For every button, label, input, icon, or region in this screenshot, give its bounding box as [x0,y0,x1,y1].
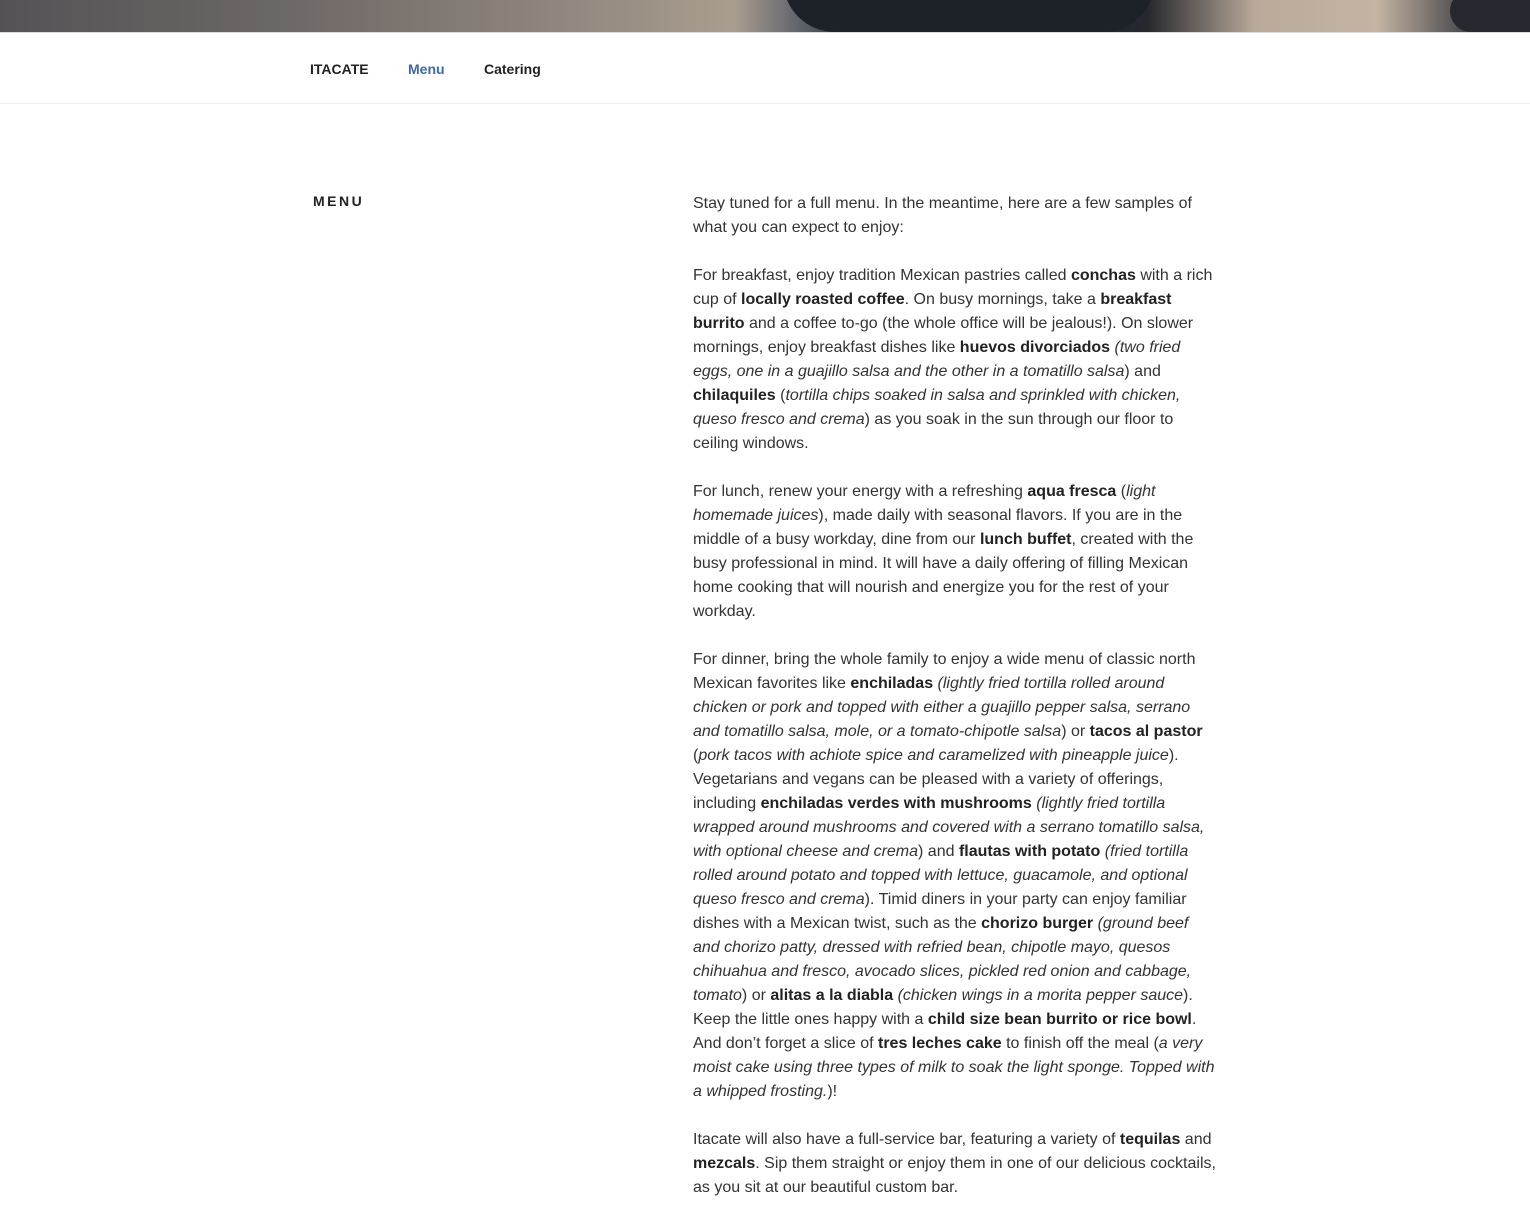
text-run: ). Vegetarians and vegans can be pleased with a variety of offerings, including [693,747,1179,812]
text-run: and a coffee to-go (the whole office will be jealous!). On slower mornings, enjoy breakfast dishes like [693,315,1194,356]
dinner-paragraph [693,648,1218,1104]
menu-item-description: (fried tortilla rolled around potato and topped with lettuce, guacamole, and optional queso fresco and crema [693,843,1189,908]
menu-item-description: (lightly fried tortilla rolled around chicken or pork and topped with either a guajillo pepper salsa, serrano and tomatillo salsa, mole, or a tomato-chipotle salsa [693,675,1191,740]
bar-paragraph [693,1128,1218,1200]
breakfast-paragraph [693,264,1218,456]
text-run: . And don’t forget a slice of [693,1011,1197,1052]
menu-item-name: child size bean burrito or rice bowl [927,1011,1192,1028]
menu-item-name: lunch buffet [979,531,1072,548]
menu-item-description: (lightly fried tortilla wrapped around mushrooms and covered with a serrano tomatillo salsa, with optional cheese and crema [693,795,1205,860]
text-run: ( [1116,483,1127,500]
menu-item-name: tres leches cake [878,1035,1002,1052]
menu-item-name: breakfast burrito [693,291,1172,332]
nav-item-itacate[interactable]: ITACATE [310,61,369,77]
menu-item-description: (ground beef and chorizo patty, dressed with refried bean, chipotle mayo, quesos chihuahua and fresco, avocado slices, pickled red onion and cabbage, tomato [693,915,1192,1004]
menu-item-name: enchiladas [850,675,934,692]
page-title: MENU [313,193,365,209]
menu-item-name: conchas [1070,267,1136,284]
text-run: For dinner, bring the whole family to enjoy a wide menu of classic north Mexican favorites like [693,651,1196,692]
menu-item-name: tequilas [1119,1131,1181,1148]
text-run: ) or [1061,723,1090,740]
header-image-overlay [0,0,1530,32]
text-run: ), made daily with seasonal flavors. If you are in the middle of a busy workday, dine from our [693,507,1183,548]
text-run: ) or [741,987,771,1004]
text-run: )! [827,1083,838,1100]
text-run: ) as you soak in the sun through our floor to ceiling windows. [693,411,1174,452]
text-run: ) and [1124,363,1161,380]
intro-paragraph: Stay tuned for a full menu. In the meantime, here are a few samples of what you can expect to enjoy: [693,195,1192,236]
text-run: For lunch, renew your energy with a refreshing [693,483,1028,500]
main-navigation [0,32,1530,104]
menu-item-name: huevos divorciados [959,339,1111,356]
text-run: ( [693,747,699,764]
menu-item-description: (chicken wings in a morita pepper sauce [897,987,1184,1004]
menu-item-name: locally roasted coffee [741,291,905,308]
menu-item-description: light homemade juices [693,483,1156,524]
header-image [0,0,1530,32]
menu-item-name: tacos al pastor [1089,723,1203,740]
menu-item-name: alitas a la diabla [770,987,894,1004]
lunch-paragraph [693,480,1218,624]
text-run: , created with the busy professional in mind. It will have a daily offering of filling Mexican home cooking that will nourish and energize you for the rest of your workday. [693,531,1194,620]
text-run: . On busy mornings, take a [904,291,1101,308]
menu-item-description: tortilla chips soaked in salsa and sprinkled with chicken, queso fresco and crema [693,387,1181,428]
menu-item-name: aqua fresca [1027,483,1117,500]
text-run: Itacate will also have a full-service bar, featuring a variety of [693,1131,1120,1148]
menu-item-name: chilaquiles [693,387,776,404]
menu-item-name: flautas with potato [958,843,1101,860]
menu-item-name: enchiladas verdes with mushrooms [760,795,1032,812]
text-run: ). Timid diners in your party can enjoy familiar dishes with a Mexican twist, such as the [693,891,1187,932]
text-run: ). Keep the little ones happy with a [693,987,1193,1028]
nav-item-menu[interactable]: Menu [408,61,445,77]
text-run: and [1180,1131,1212,1148]
nav-item-catering[interactable]: Catering [484,61,541,77]
menu-item-description: (two fried eggs, one in a guajillo salsa and the other in a tomatillo salsa [693,339,1181,380]
menu-item-name: chorizo burger [981,915,1094,932]
text-run: ( [775,387,786,404]
entry-content [693,192,1218,1224]
text-run: For breakfast, enjoy tradition Mexican pastries called [693,267,1071,284]
text-run: ) and [918,843,959,860]
menu-item-description: a very moist cake using three types of milk to soak the light sponge. Topped with a whipped frosting. [693,1035,1215,1100]
text-run: . Sip them straight or enjoy them in one of our delicious cocktails, as you sit at our beautiful custom bar. [693,1155,1216,1196]
text-run: with a rich cup of [693,267,1213,308]
menu-item-name: mezcals [693,1155,756,1172]
menu-item-description: pork tacos with achiote spice and caramelized with pineapple juice [698,747,1169,764]
text-run: to finish off the meal ( [1001,1035,1159,1052]
